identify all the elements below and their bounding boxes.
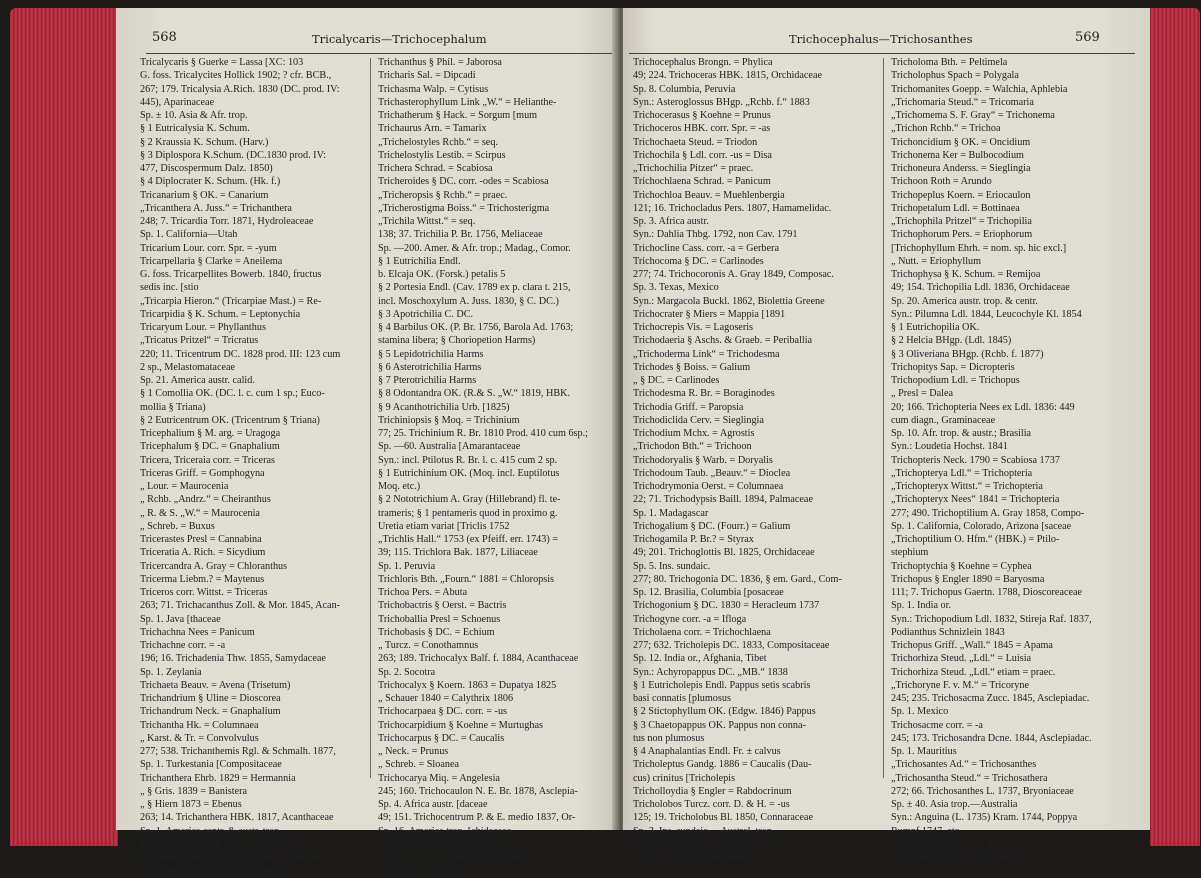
entry-line: Trichorhiza Steud. „Ldl.“ = Luisia: [891, 653, 1032, 665]
entry-line: 49; 224. Trichoceras HBK. 1815, Orchidaceae: [633, 70, 822, 82]
entry-line: Syn.: Dahlia Thbg. 1792, non Cav. 1791: [633, 229, 798, 241]
entry-line: „ Karst. & Tr. = Convolvulus: [140, 732, 259, 744]
entry-line: Trichanthodium Sond. & F. v. M. = Gnepho-: [140, 852, 322, 863]
entry-line: „ Neck. = Prunus: [378, 746, 449, 757]
entry-line: Trichodia Griff. = Paropsia: [633, 401, 744, 413]
left-page: [116, 8, 619, 877]
entry-line: Trichopeplus Koern. = Eriocaulon: [891, 189, 1031, 201]
entry-line: Sp. 10. Afr. trop. & austr.; Brasilia: [891, 428, 1032, 439]
entry-line: Tricercandra A. Gray = Chloranthus: [140, 560, 288, 572]
entry-line: Trichophorum Pers. = Eriophorum: [891, 229, 1033, 241]
entry-line: Tricholeptus Gandg. 1886 = Caucalis (Dau-: [633, 759, 812, 771]
right-page-edges: [1150, 8, 1200, 846]
entry-line: Trichodoum Taub. „Beauv.“ = Dioclea: [633, 467, 791, 479]
entry-line: Trichopodium Ldl. = Trichopus: [891, 375, 1020, 386]
entry-line: § 6 Asterotrichilia Harms: [378, 361, 482, 373]
entry-line: Trichoncidium § OK. = Oncidium: [891, 136, 1031, 148]
entry-line: Sp. 1. Madagascar: [633, 507, 709, 519]
entry-line: Trichocoma § DC. = Carlinodes: [633, 255, 764, 267]
left-column-divider: [370, 58, 371, 778]
entry-line: Trichogamila P. Br.? = Styrax: [633, 534, 754, 545]
entry-line: Sp. 8. Columbia, Peruvia: [633, 83, 736, 95]
entry-line: § 4 Diplocrater K. Schum. (Hk. f.): [140, 176, 281, 188]
entry-line: § 1 Eutrichilia Endl.: [378, 255, 461, 267]
entry-line: „Tricatus Pritzel“ = Tricratus: [140, 335, 259, 347]
entry-line: Sp. 1. Turkestania [Compositaceae: [140, 759, 282, 771]
entry-line: Sp. 1. America centr. & austr. trop.: [140, 825, 282, 837]
entry-line: § 1 Eutricholepis Endl. Pappus setis scabris: [633, 679, 811, 691]
entry-line: § 2 Involucraria W. & A. (Ser.): [891, 852, 1017, 863]
entry-line: 267; 179. Tricalysia A.Rich. 1830 (DC. prod. IV:: [140, 83, 340, 95]
entry-line: Tricholobos Turcz. corr. D. & H. = -us: [633, 799, 790, 810]
left-page-number: 568: [152, 30, 177, 45]
entry-line: 245; 235. Trichosacma Zucc. 1845, Asclepiadac.: [891, 693, 1090, 704]
entry-line: Trichocephalus Brongn. = Phylica: [633, 57, 773, 68]
left-column-b: [378, 56, 616, 878]
entry-line: Trichandrium § Uline = Dioscorea: [140, 693, 281, 704]
entry-line: Trichophysa § K. Schum. = Remijoa: [891, 269, 1041, 280]
entry-line: Trichochila § Ldl. corr. -us = Disa: [633, 149, 772, 161]
entry-line: Trichocalyx § Koern. 1863 = Dupatya 1825: [378, 679, 557, 691]
entry-line: „Tricherostigma Boiss.“ = Trichosterigma: [378, 202, 550, 214]
entry-line: Sp. 2. Socotra: [378, 666, 436, 678]
entry-line: stephium: [891, 547, 929, 559]
entry-line: „Trichopterya Ldl.“ = Trichopteria: [891, 467, 1033, 479]
entry-line: Trichodaeria § Aschs. & Graeb. = Periballia: [633, 335, 813, 347]
entry-line: § 1 Eutricalysia K. Schum.: [140, 123, 250, 135]
entry-line: „Trichoptilium O. Hfm.“ (HBK.) = Ptilo-: [891, 534, 1060, 545]
entry-line: Tricharis Sal. = Dipcadi: [378, 70, 476, 82]
entry-line: Trichogyne corr. -a = Ifloga: [633, 613, 747, 625]
entry-line: Trichoptychia § Koehne = Cyphea: [891, 560, 1032, 572]
entry-line: Trichaeta Beauv. = Avena (Trisetum): [140, 679, 291, 691]
entry-line: Syn.: Asteroglossus BHgp. „Rchb. f.“ 1883: [633, 96, 810, 108]
entry-line: „ Turcz. = Conothamnus: [378, 640, 479, 651]
entry-line: „ Schur = Dipsacum: [378, 865, 461, 877]
entry-line: „ Rchb. „Andrz.“ = Cheiranthus: [140, 494, 271, 506]
entry-line: „ Nutt. = Eriophyllum: [891, 255, 982, 267]
entry-line: § 1 Eutrichopilia OK.: [891, 322, 980, 333]
entry-line: Tricholloydia § Engler = Rabdocrinum: [633, 785, 792, 797]
entry-line: Tricephalium § M. arg. = Uragoga: [140, 428, 281, 439]
entry-line: 39; 115. Trichlora Bak. 1877, Liliaceae: [378, 547, 538, 559]
entry-line: Trichochloa Beauv. = Muehlenbergia: [633, 189, 785, 201]
entry-line: stamina libera; § Choriopetion Harms): [378, 335, 536, 347]
entry-line: Tricholoma Bth. = Peltimela: [891, 57, 1008, 68]
entry-line: § 2 Nototrichium A. Gray (Hillebrand) fl. te-: [378, 494, 561, 506]
entry-line: cum diagn., Graminaceae: [891, 414, 996, 426]
entry-line: Trichachne corr. = -a: [140, 640, 226, 651]
entry-line: § 7 Pterotrichilia Harms: [378, 375, 477, 386]
entry-line: Sp. 1. Java [thaceae: [140, 613, 221, 625]
entry-line: Trichera Schrad. = Scabiosa: [378, 163, 493, 174]
entry-line: 263; 189. Trichocalyx Balf. f. 1884, Acanthaceae: [378, 653, 579, 665]
left-page-edges: [10, 8, 118, 846]
entry-line: „Trichopteryx Nees“ 1841 = Trichopteria: [891, 494, 1060, 506]
entry-line: Trichodrymonia Oerst. = Columnaea: [633, 481, 784, 492]
entry-line: Triceros corr. Wittst. = Triceras: [140, 587, 268, 598]
entry-line: Sp. ± 40. Asia trop.—Australia: [891, 799, 1018, 810]
entry-line: Moq. etc.): [378, 481, 421, 492]
entry-line: Sp. 21. America austr. calid.: [140, 375, 255, 386]
entry-line: Syn.: Margacola Buckl. 1862, Biolettia Greene: [633, 295, 825, 307]
entry-line: Trichocarya Miq. = Angelesia: [378, 772, 500, 784]
entry-line: Trichoceros HBK. corr. Spr. = -as: [633, 123, 771, 135]
entry-line: „Tricanthera A. Juss.“ = Trichanthera: [140, 202, 292, 214]
entry-line: Syn.: Trichopodium Ldl. 1832, Stireja Raf. 1837,: [891, 613, 1092, 625]
entry-line: „ Schreb. = Buxus: [140, 520, 215, 532]
entry-line: Sp. 16. America trop. [chidaceae: [378, 825, 512, 837]
entry-line: Trichodoryalis § Warb. = Doryalis: [633, 454, 773, 466]
entry-line: „ Presl = Dalea: [891, 388, 954, 400]
entry-line: 277; 74. Trichocoronis A. Gray 1849, Composac.: [633, 269, 834, 280]
entry-line: 245; 173. Trichosandra Dcne. 1844, Asclepiadac.: [891, 732, 1092, 744]
entry-line: mollia § Triana): [140, 401, 206, 413]
entry-line: Trichaurus Arn. = Tamarix: [378, 123, 487, 135]
entry-line: Trichandrum Neck. = Gnaphalium: [140, 706, 281, 718]
entry-line: 245; 160. Trichocaulon N. E. Br. 1878, Asclepia-: [378, 785, 578, 797]
entry-line: § 8 Odontandra OK. (R.& S. „W.“ 1819, HBK.: [378, 388, 571, 400]
entry-line: Sp. 12. India or., Afghania, Tibet: [633, 653, 767, 665]
entry-line: § 3 Oliveriana BHgp. (Rchb. f. 1877): [891, 348, 1044, 360]
entry-line: „Trichosantes Ad.“ = Trichosanthes: [891, 759, 1037, 771]
entry-line: Trichocephalum § Koch = Trifolium: [378, 852, 527, 863]
entry-line: Rumpf 1747, etc.: [891, 825, 962, 837]
entry-line: Trichanthus § Phil. = Jaborosa: [378, 57, 502, 68]
entry-line: Syn.: incl. Ptilotus R. Br. l. c. 415 cum 2 sp.: [378, 454, 558, 466]
entry-line: 445), Aparinaceae: [140, 96, 215, 108]
entry-line: § 3 Apotrichilia C. DC.: [378, 308, 474, 320]
entry-line: „ R. & S. „W.“ = Maurocenia: [140, 507, 260, 519]
entry-line: § 3 Diplospora K.Schum. (DC.1830 prod. IV:: [140, 149, 327, 161]
entry-line: Trichodiclida Cerv. = Sieglingia: [633, 414, 764, 426]
right-header-rule: [629, 53, 1135, 54]
entry-line: basi connatis [plumosus: [633, 693, 731, 704]
entry-line: Tricarium Lour. corr. Spr. = -yum: [140, 242, 277, 254]
entry-line: 477, Discospermum Dalz. 1850): [140, 163, 273, 174]
entry-line: Trichopetalum Ldl. = Bottinaea: [891, 202, 1020, 214]
entry-line: Trichoon Roth = Arundo: [891, 176, 992, 188]
entry-line: Trichanthodes § OK. = Columnaea [sis: [140, 838, 300, 850]
entry-line: 49; 201. Trichoglottis Bl. 1825, Orchidaceae: [633, 547, 815, 559]
entry-line: „Trichoryne F. v. M.“ = Tricoryne: [891, 679, 1030, 691]
entry-line: „Trichon Rchb.“ = Trichoa: [891, 123, 1001, 135]
entry-line: b. Elcaja OK. (Forsk.) petalis 5: [378, 269, 506, 280]
entry-line: „ Schreb. = Sloanea: [378, 759, 459, 771]
entry-line: § 1 Comollia OK. (DC. l. c. cum 1 sp.; Euco-: [140, 388, 325, 400]
right-page: [623, 8, 1150, 863]
entry-line: „Trichanthus Clem.“ = Trichosanthes: [140, 865, 292, 877]
entry-line: § 2 Stictophyllum OK. (Edgw. 1846) Pappus: [633, 706, 816, 718]
entry-line: Trichopteris Neck. 1790 = Scabiosa 1737: [891, 454, 1060, 466]
entry-line: Tricerma Liebm.? = Maytenus: [140, 573, 265, 585]
entry-line: Trichodesma R. Br. = Boraginodes: [633, 388, 775, 400]
entry-line: Sp. 1. India or.: [891, 600, 951, 612]
entry-line: Tricarpidia § K. Schum. = Leptonychia: [140, 308, 301, 320]
entry-line: Trichoa Pers. = Abuta: [378, 587, 468, 598]
entry-line: Tricephalum § DC. = Gnaphalium: [140, 441, 280, 453]
entry-line: § 2 Kraussia K. Schum. (Harv.): [140, 136, 269, 148]
entry-line: Syn.: Anguina (L. 1735) Kram. 1744, Poppya: [891, 812, 1078, 824]
entry-line: 263; 14. Trichanthera HBK. 1817, Acanthaceae: [140, 812, 334, 824]
entry-line: 49; 151. Trichocentrum P. & E. medio 1837, Or-: [378, 812, 576, 824]
entry-line: 49; 154. Trichopilia Ldl. 1836, Orchidaceae: [891, 282, 1070, 294]
entry-line: § 1 Eutrichosanthes W. & A.: [891, 838, 1008, 850]
entry-line: „ § DC. = Carlinodes: [633, 375, 720, 386]
entry-line: 272; 66. Trichosanthes L. 1737, Bryoniaceae: [891, 785, 1074, 797]
entry-line: Trichatherum § Hack. = Sorgum [mum: [378, 110, 538, 121]
entry-line: „Trichochilia Pitzer“ = praec.: [633, 163, 754, 174]
entry-line: „ Turcz. 1854 = Cheiranthus: [633, 852, 749, 863]
right-page-number: 569: [1075, 30, 1100, 45]
entry-line: Syn.: Pilumna Ldl. 1844, Leucochyle Kl. 1854: [891, 308, 1082, 320]
entry-line: „Trichila Wittst.“ = seq.: [378, 216, 476, 227]
entry-line: Tricera, Triceraia corr. = Triceras: [140, 454, 275, 466]
left-header-rule: [146, 53, 616, 54]
entry-line: Tricerastes Presl = Cannabina: [140, 534, 262, 545]
entry-line: Tricholobus § Bge. 1868 = Astragalus: [633, 838, 788, 850]
entry-line: § 5 Lepidotrichilia Harms: [378, 348, 484, 360]
entry-line: Trichocrepis Vis. = Lagoseris: [633, 322, 754, 333]
entry-line: Sp. 3. Ins. sundaic.—Austral. trop.: [633, 825, 775, 837]
entry-line: sedis inc. [stio: [140, 282, 199, 294]
entry-line: § 3 Chaetopappus OK. Pappus non conna-: [633, 719, 806, 731]
entry-line: incl. Moschoxylum A. Juss. 1830, § C. DC.): [378, 295, 559, 307]
entry-line: 138; 37. Trichilia P. Br. 1756, Meliaceae: [378, 229, 543, 241]
entry-line: 220; 11. Tricentrum DC. 1828 prod. III: 123 cum: [140, 348, 341, 360]
entry-line: Syn.: Loudetia Hochst. 1841: [891, 441, 1008, 453]
entry-line: Sp. ± 10. Asia & Afr. trop.: [140, 110, 248, 121]
entry-line: tus non plumosus: [633, 732, 705, 744]
entry-line: Podianthus Schnizlein 1843: [891, 626, 1005, 638]
entry-line: § 4 Barbilus OK. (P. Br. 1756, Barola Ad. 1763;: [378, 322, 574, 333]
entry-line: „ § Hiern 1873 = Ebenus: [140, 799, 242, 810]
entry-line: „Trichelostyles Rchb.“ = seq.: [378, 136, 498, 148]
entry-line: „Tricarpia Hieron.“ (Tricarpiae Mast.) = Re-: [140, 295, 322, 307]
entry-line: § 1 Eutrichinium OK. (Moq. incl. Euptilotus: [378, 467, 560, 479]
entry-line: „Trichopteryx Wittst.“ = Trichopteria: [891, 481, 1043, 492]
entry-line: Trichanthera Ehrb. 1829 = Hermannia: [140, 772, 296, 784]
entry-line: Trichelostylis Lestib. = Scirpus: [378, 149, 506, 161]
entry-line: 277; 538. Trichanthemis Rgl. & Schmalh. 1877,: [140, 746, 336, 757]
entry-line: 77; 25. Trichinium R. Br. 1810 Prod. 410 cum 6sp.;: [378, 428, 588, 439]
entry-line: Trichiniopsis § Moq. = Trichinium: [378, 414, 520, 426]
entry-line: Sp. 5. Ins. sundaic.: [633, 560, 711, 572]
entry-line: Uretia etiam variat [Triclis 1752: [378, 520, 510, 532]
entry-line: Trichodium Mchx. = Agrostis: [633, 428, 755, 439]
entry-line: Sp. 4. Africa austr. [daceae: [378, 799, 488, 810]
entry-line: 277; 490. Trichoptilium A. Gray 1858, Compo-: [891, 507, 1085, 519]
entry-line: Trichasterophyllum Link „W.“ = Helianthe-: [378, 96, 557, 108]
entry-line: Trichocarpidium § Koehne = Murtughas: [378, 719, 543, 731]
entry-line: „ Schauer 1840 = Calythrix 1806: [378, 693, 514, 704]
entry-line: Trichachna Nees = Panicum: [140, 626, 255, 638]
entry-line: 111; 7. Trichopus Gaertn. 1788, Dioscoreaceae: [891, 587, 1083, 598]
entry-line: „ § Gris. 1839 = Banistera: [140, 785, 248, 797]
entry-line: Trichonema Ker = Bulbocodium: [891, 149, 1024, 161]
entry-line: Sp. 3. Africa austr.: [633, 216, 709, 227]
entry-line: 248; 7. Tricardia Torr. 1871, Hydroleaceae: [140, 216, 314, 227]
entry-line: Sp. 3. Texas, Mexico: [633, 282, 719, 294]
right-column-b: [891, 56, 1143, 864]
entry-line: Trichochaeta Steud. = Triodon: [633, 136, 758, 148]
entry-line: „Tricheropsis § Rchb.“ = praec.: [378, 189, 508, 201]
entry-line: „Trichomaria Steud.“ = Tricomaria: [891, 96, 1034, 108]
entry-line: Trichloris Bth. „Fourn.“ 1881 = Chloropsis: [378, 573, 555, 585]
entry-line: Sp. 20. America austr. trop. & centr.: [891, 295, 1038, 307]
entry-line: „Trichoderma Link“ = Trichodesma: [633, 348, 780, 360]
entry-line: § 2 Helcia BHgp. (Ldl. 1845): [891, 335, 1012, 347]
entry-line: Syn.: Acoidium Ldl. XII/1837: [378, 838, 502, 850]
entry-line: § 4 Anaphalantias Endl. Fr. ± calvus: [633, 746, 781, 757]
entry-line: Trichantha Hk. = Columnaea: [140, 719, 259, 731]
entry-line: Trichocrater § Miers = Mappia [1891: [633, 308, 786, 320]
entry-line: Sp. 12. Brasilia, Columbia [posaceae: [633, 587, 784, 598]
entry-line: Triceras Griff. = Gomphogyna: [140, 467, 265, 479]
entry-line: Sp. 1. Peruvia: [378, 560, 436, 572]
entry-line: 263; 71. Trichacanthus Zoll. & Mor. 1845, Acan-: [140, 600, 341, 612]
entry-line: Trichoneura Anderss. = Sieglingia: [891, 163, 1031, 174]
entry-line: cus) crinitus [Tricholepis: [633, 772, 736, 784]
entry-line: Trichosacme corr. = -a: [891, 719, 983, 731]
right-column-a: [633, 56, 885, 864]
entry-line: § 9 Acanthotrichilia Urb. [1825): [378, 401, 510, 413]
entry-line: Triceratia A. Rich. = Sicydium: [140, 547, 266, 559]
entry-line: trameris; § 1 pentameris quod in proximo g.: [378, 507, 558, 519]
entry-line: „Trichosantha Steud.“ = Trichosathera: [891, 772, 1048, 784]
entry-line: Trichogonium § DC. 1830 = Heracleum 1737: [633, 600, 820, 612]
entry-line: Trichorhiza Steud. „Ldl.“ etiam = praec.: [891, 666, 1056, 678]
entry-line: 22; 71. Trichodypsis Baill. 1894, Palmaceae: [633, 494, 813, 506]
entry-line: Trichopitys Sap. = Dicropteris: [891, 361, 1015, 373]
entry-line: Trichocarpaea § DC. corr. = -us: [378, 706, 507, 718]
entry-line: „Trichophila Pritzel“ = Trichopilia: [891, 216, 1032, 227]
entry-line: 277; 80. Trichogonia DC. 1836, § em. Gard., Com-: [633, 573, 842, 585]
entry-line: 2 sp., Melastomataceae: [140, 361, 236, 373]
entry-line: 125; 19. Tricholobus Bl. 1850, Connaraceae: [633, 812, 813, 824]
entry-line: [Trichophyllum Ehrh. = nom. sp. hic excl.]: [891, 242, 1067, 254]
left-column-a: [140, 56, 380, 878]
entry-line: Sp. 1. Zeylania: [140, 666, 202, 678]
right-column-divider: [883, 58, 884, 778]
entry-line: „Trichodon Bth.“ = Trichoon: [633, 441, 752, 453]
entry-line: „Trichomema S. F. Gray“ = Trichonema: [891, 110, 1055, 121]
entry-line: Trichogalium § DC. (Fourr.) = Galium: [633, 520, 791, 532]
entry-line: Tricholophus Spach = Polygala: [891, 70, 1019, 82]
entry-line: Trichocline Cass. corr. -a = Gerbera: [633, 242, 779, 254]
entry-line: Trichopus Griff. „Wall.“ 1845 = Apama: [891, 640, 1053, 651]
entry-line: Sp. —60. Australia [Amarantaceae: [378, 441, 521, 453]
entry-line: Trichoballia Presl = Schoenus: [378, 613, 501, 625]
entry-line: Sp. 1. Mauritius: [891, 746, 957, 757]
entry-line: Tricalycaris § Guerke = Lassa [XC: 103: [140, 57, 304, 68]
entry-line: G. foss. Tricalycites Hollick 1902; ? cfr. BCB.,: [140, 70, 332, 82]
entry-line: Trichasma Walp. = Cytisus: [378, 83, 489, 95]
entry-line: 196; 16. Trichadenia Thw. 1855, Samydaceae: [140, 653, 326, 665]
entry-line: Sp. 1. Mexico: [891, 706, 949, 718]
left-running-head: Tricalycaris—Trichocephalum: [312, 32, 487, 46]
entry-line: Trichomanites Goepp. = Walchia, Aphlebia: [891, 83, 1068, 95]
entry-line: „Trichlis Hall.“ 1753 (ex Pfeiff. err. 1743) =: [378, 534, 559, 545]
entry-line: 20; 166. Trichopteria Nees ex Ldl. 1836: 449: [891, 401, 1075, 413]
entry-line: „ Lour. = Maurocenia: [140, 481, 229, 492]
entry-line: Sp. 1. California—Utah: [140, 229, 238, 241]
entry-line: Tricholaena corr. = Trichochlaena: [633, 626, 771, 638]
entry-line: Tricarpellaria § Clarke = Aneilema: [140, 255, 283, 267]
entry-line: 121; 16. Trichocladus Pers. 1807, Hamamelidac.: [633, 202, 832, 214]
entry-line: Tricaryum Lour. = Phyllanthus: [140, 322, 266, 333]
entry-line: Sp. —200. Amer. & Afr. trop.; Madag., Comor.: [378, 242, 571, 254]
right-running-head: Trichocephalus—Trichosanthes: [789, 32, 973, 46]
entry-line: Trichobasis § DC. = Echium: [378, 626, 495, 638]
entry-line: Tricheroides § DC. corr. -odes = Scabiosa: [378, 176, 549, 188]
entry-line: Trichocarpus § DC. = Caucalis: [378, 732, 505, 744]
entry-line: § 2 Eutricentrum OK. (Tricentrum § Triana): [140, 414, 320, 426]
entry-line: G. foss. Tricarpellites Bowerb. 1840, fructus: [140, 269, 322, 280]
entry-line: 277; 632. Tricholepis DC. 1833, Compositaceae: [633, 640, 830, 651]
entry-line: Syn.: Achyropappus DC. „MB.“ 1838: [633, 666, 788, 678]
entry-line: Trichopus § Engler 1890 = Baryosma: [891, 573, 1045, 585]
entry-line: Sp. 1. California, Colorado, Arizona [saceae: [891, 520, 1072, 532]
entry-line: Trichocerasus § Koehne = Prunus: [633, 110, 771, 121]
entry-line: Tricanarium § OK. = Canarium: [140, 189, 269, 201]
entry-line: Trichochlaena Schrad. = Panicum: [633, 176, 771, 188]
entry-line: Trichobactris § Oerst. = Bactris: [378, 600, 507, 612]
entry-line: § 2 Portesia Endl. (Cav. 1789 ex p. clara t. 215,: [378, 282, 571, 294]
entry-line: Trichodes § Boiss. = Galium: [633, 361, 751, 373]
